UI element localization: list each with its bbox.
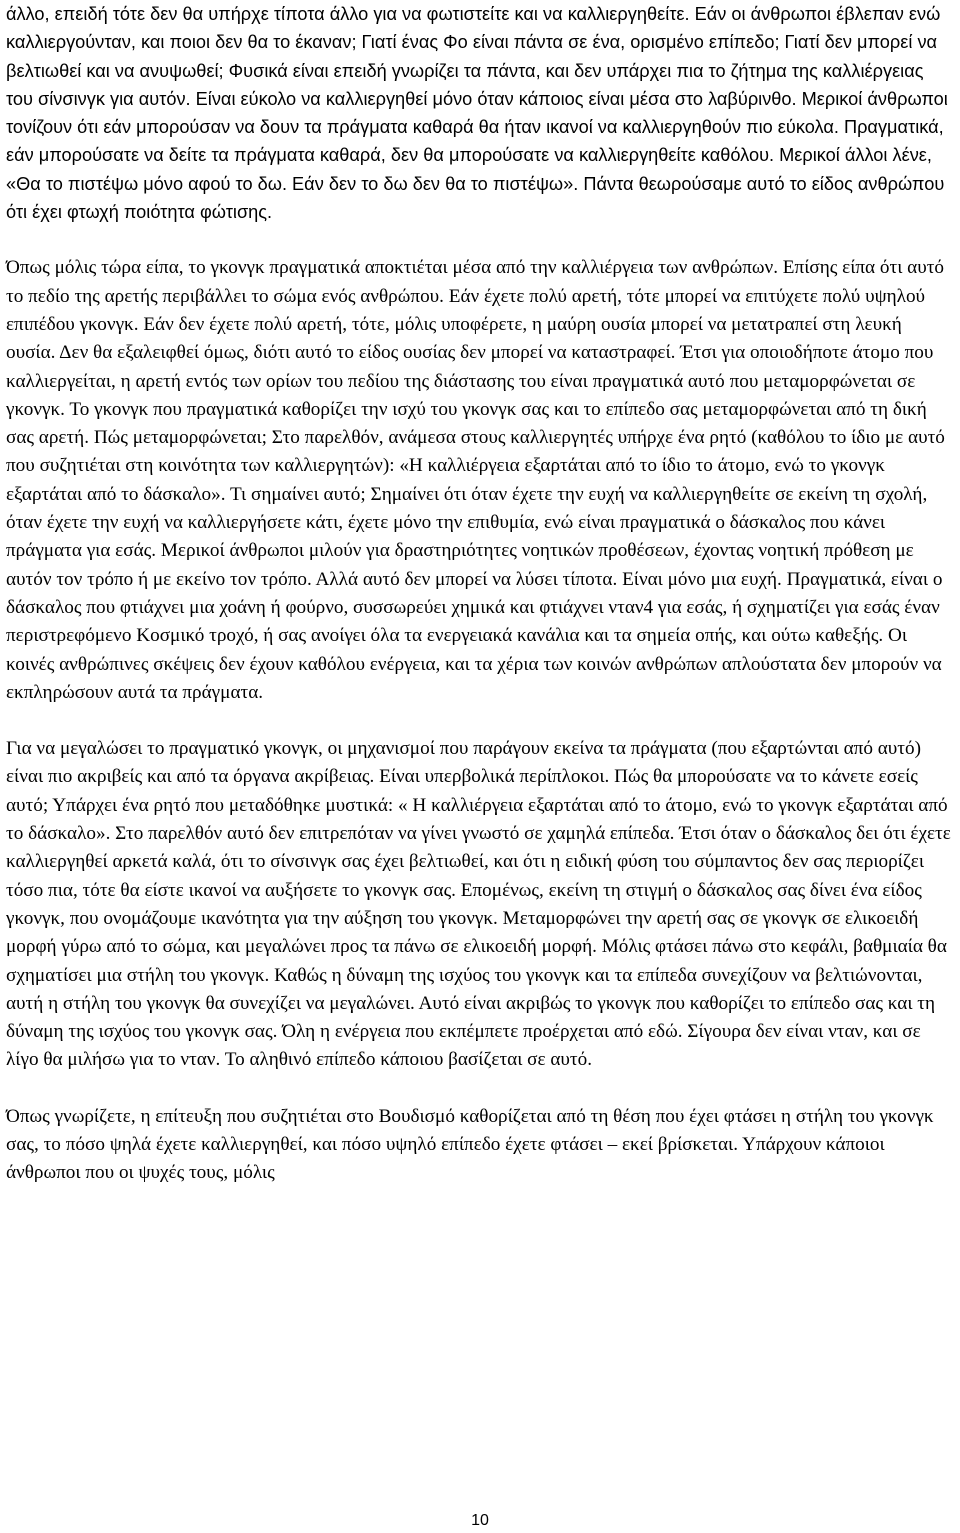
paragraph-2: Όπως μόλις τώρα είπα, το γκονγκ πραγματικά αποκτιέται μέσα από την καλλιέργεια των ανθρώπων. Επίσης είπα ότι αυτό το πεδίο της αρετής περιβάλλει το σώμα ενός ανθρώπου. Εάν έχετε πολύ αρετή, τότε μπορεί να επιτύχετε πολύ υψηλού επιπέδου γκονγκ. Εάν δεν έχετε πολύ αρετή, τότε, μόλις υποφέρετε, η μαύρη ουσία μπορεί να μετατραπεί στη λευκή ουσία. Δεν θα εξαλειφθεί όμως, διότι αυτό το είδος ουσίας δεν μπορεί να καταστραφεί. Έτσι για οποιοδήποτε άτομο που καλλιεργείται, η αρετή εντός των ορίων του πεδίου της διάστασης του είναι πραγματικά αυτό που μεταμορφώνεται σε γκονγκ. Το γκονγκ που πραγματικά καθορίζει την ισχύ του γκονγκ σας και το επίπεδο σας μεταμορφώνεται από τη δική σας αρετή. Πώς μεταμορφώνεται; Στο παρελθόν, ανάμεσα στους καλλιεργητές υπήρχε ένα ρητό (καθόλου το ίδιο με αυτό που συζητιέται στη κοινότητα των καλλιεργητών): «Η καλλιέργεια εξαρτάται από το ίδιο το άτομο, ενώ το γκονγκ εξαρτάται από το δάσκαλο». Τι σημαίνει αυτό; Σημαίνει ότι όταν έχετε την ευχή να καλλιεργηθείτε σε εκείνη τη σχολή, όταν έχετε την ευχή να καλλιεργήσετε κάτι, έχετε μόνο την επιθυμία, ενώ είναι πραγματικά ο δάσκαλος που κάνει πράγματα για εσάς. Μερικοί άνθρωποι μιλούν για δραστηριότητες νοητικών προθέσεων, έχοντας νοητική πρόθεση με αυτόν τον τρόπο ή με εκείνο τον τρόπο. Αλλά αυτό δεν μπορεί να λύσει τίποτα. Είναι μόνο μια ευχή. Πραγματικά, είναι ο δάσκαλος που φτιάχνει μια χοάνη ή φούρνο, συσσωρεύει χημικά και φτιάχνει νταν4 για εσάς, ή σχηματίζει για εσάς έναν περιστρεφόμενο Κοσμικό τροχό, ή σας ανοίγει όλα τα ενεργειακά κανάλια και τα σημεία οπής, και ούτω καθεξής. Οι κοινές ανθρώπινες σκέψεις δεν έχουν καθόλου ενέργεια, και τα χέρια των κοινών ανθρώπων απλούστατα δεν μπορούν να εκπληρώσουν αυτά τα πράγματα. xyxy=(6,257,945,703)
document-page xyxy=(6,0,954,1188)
paragraph-4: Όπως γνωρίζετε, η επίτευξη που συζητιέται στο Βουδισμό καθορίζεται από τη θέση που έχει φτάσει η στήλη του γκονγκ σας, το πόσο ψηλά έχετε καλλιεργηθεί, και πόσο υψηλό επίπεδο έχετε φτάσει – εκεί βρίσκεται. Υπάρχουν κάποιοι άνθρωποι που οι ψυχές τους, μόλις xyxy=(6,1105,934,1184)
paragraph-3: Για να μεγαλώσει το πραγματικό γκονγκ, οι μηχανισμοί που παράγουν εκείνα τα πράγματα (που εξαρτώνται από αυτό) είναι πιο ακριβείς και από τα όργανα ακρίβειας. Είναι υπερβολικά περίπλοκοι. Πώς θα μπορούσατε να το κάνετε εσείς αυτό; Υπάρχει ένα ρητό που μεταδόθηκε μυστικά: « Η καλλιέργεια εξαρτάται από το άτομο, ενώ το γκονγκ εξαρτάται από το δάσκαλο». Στο παρελθόν αυτό δεν επιτρεπόταν να γίνει γνωστό σε χαμηλά επίπεδα. Έτσι όταν ο δάσκαλος δει ότι έχετε καλλιεργηθεί αρκετά καλά, ότι το σίνσινγκ σας έχει βελτιωθεί, και ότι η ειδική φύση του σύμπαντος δεν σας περιορίζει τόσο πια, τότε θα είστε ικανοί να αυξήσετε το γκονγκ σας. Επομένως, εκείνη τη στιγμή ο δάσκαλος σας δίνει ένα είδος γκονγκ, που ονομάζουμε ικανότητα για την αύξηση του γκονγκ. Μεταμορφώνει την αρετή σας σε γκονγκ σε ελικοειδή μορφή γύρω από το σώμα, και μεγαλώνει προς τα πάνω σε ελικοειδή μορφή. Μόλις φτάσει πάνω στο κεφάλι, βαθμιαία θα σχηματίσει μια στήλη του γκονγκ. Καθώς η δύναμη της ισχύος του γκονγκ και τα επίπεδα συνεχίζουν να βελτιώνονται, αυτή η στήλη του γκονγκ θα συνεχίζει να μεγαλώνει. Αυτό είναι ακριβώς το γκονγκ που καθορίζει το επίπεδο σας και τη δύναμη της ισχύος του γκονγκ σας. Όλη η ενέργεια που εκπέμπετε προέρχεται από εδώ. Σίγουρα δεν είναι νταν, και σε λίγο θα μιλήσω για το νταν. Το αληθινό επίπεδο κάποιου βασίζεται σε αυτό. xyxy=(6,738,951,1071)
paragraph-1: άλλο, επειδή τότε δεν θα υπήρχε τίποτα άλλο για να φωτιστείτε και να καλλιεργηθείτε. Εάν οι άνθρωποι έβλεπαν ενώ καλλιεργούνταν, και ποιοι δεν θα το έκαναν; Γιατί ένας Φο είναι πάντα σε ένα, ορισμένο επίπεδο; Γιατί δεν μπορεί να βελτιωθεί και να ανυψωθεί; Φυσικά είναι επειδή γνωρίζει τα πάντα, και δεν υπάρχει πια το ζήτημα της καλλιέργειας του σίνσινγκ για αυτόν. Είναι εύκολο να καλλιεργηθεί μόνο όταν κάποιος είναι μέσα στο λαβύρινθο. Μερικοί άνθρωποι τονίζουν ότι εάν μπορούσαν να δουν τα πράγματα καθαρά θα ήταν ικανοί να καλλιεργηθούν πιο εύκολα. Πραγματικά, εάν μπορούσατε να δείτε τα πράγματα καθαρά, δεν θα μπορούσατε να καλλιεργηθείτε καθόλου. Μερικοί άλλοι λένε, «Θα το πιστέψω μόνο αφού το δω. Εάν δεν το δω δεν θα το πιστέψω». Πάντα θεωρούσαμε αυτό το είδος ανθρώπου ότι έχει φτωχή ποιότητα φώτισης. xyxy=(6,4,948,223)
page-number: 10 xyxy=(471,1512,489,1529)
